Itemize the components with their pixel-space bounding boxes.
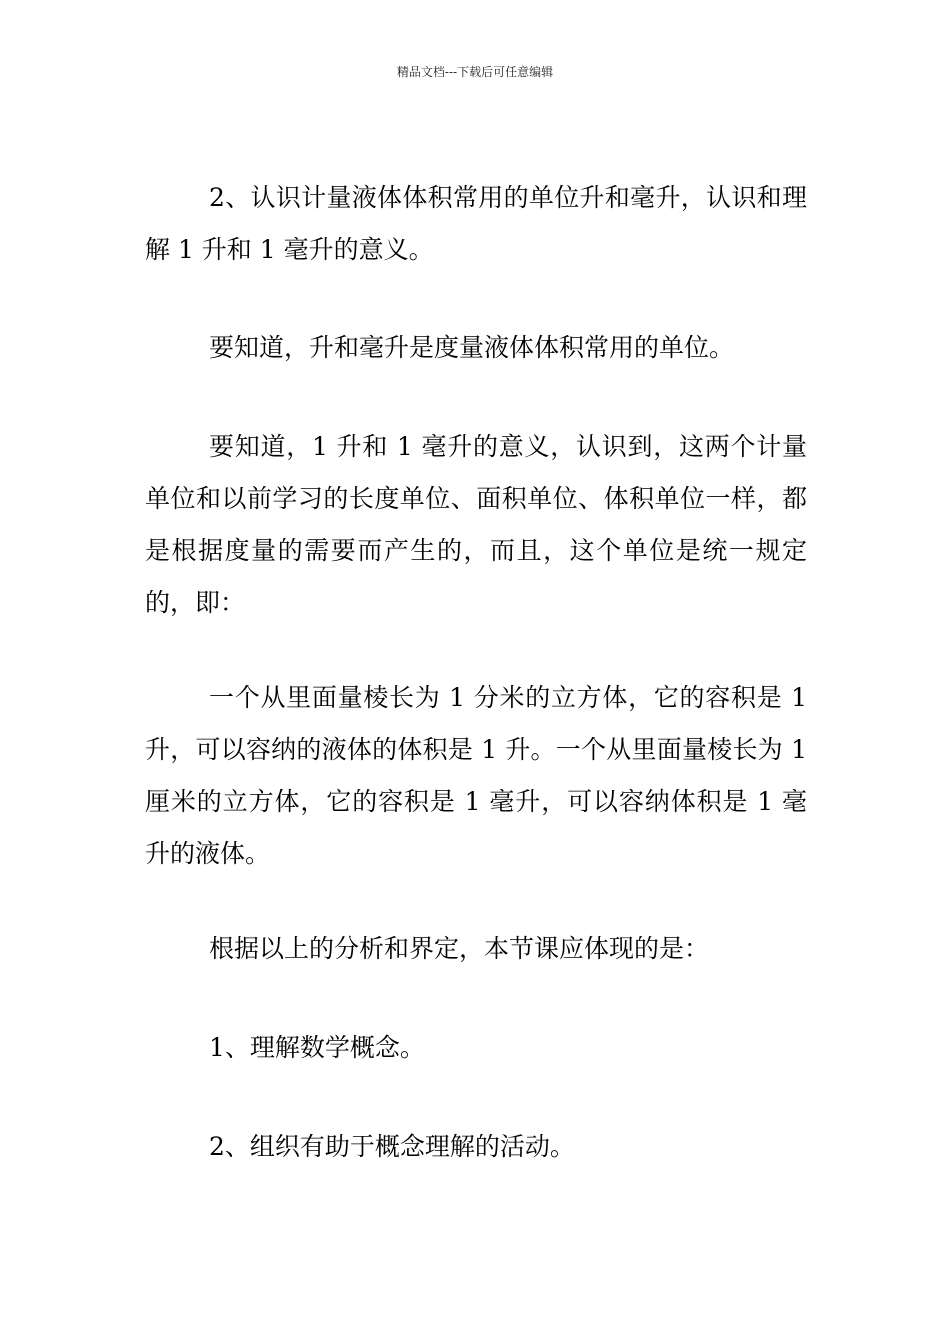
paragraph-know-units: 要知道，升和毫升是度量液体体积常用的单位。	[209, 333, 735, 362]
paragraph-meaning: 要知道，1 升和 1 毫升的意义，认识到，这两个计量单位和以前学习的长度单位、面积单位、体积单位一样，都是根据度量的需要而产生的，而且，这个单位是统一规定的，即：	[145, 432, 807, 617]
list-item-activities: 2、组织有助于概念理解的活动。	[209, 1132, 575, 1161]
list-item-concepts: 1、理解数学概念。	[209, 1033, 425, 1062]
paragraph-units-intro: 2、认识计量液体体积常用的单位升和毫升，认识和理解 1 升和 1 毫升的意义。	[145, 183, 807, 264]
paragraph-analysis: 根据以上的分析和界定，本节课应体现的是：	[209, 934, 710, 963]
page-header: 精品文档---下载后可任意编辑	[396, 65, 554, 79]
paragraph-cube-definition: 一个从里面量棱长为 1 分米的立方体，它的容积是 1 升，可以容纳的液体的体积是 1 升。一个从里面量棱长为 1 厘米的立方体，它的容积是 1 毫升，可以容纳体积是 1 毫升的液体。	[145, 683, 807, 868]
